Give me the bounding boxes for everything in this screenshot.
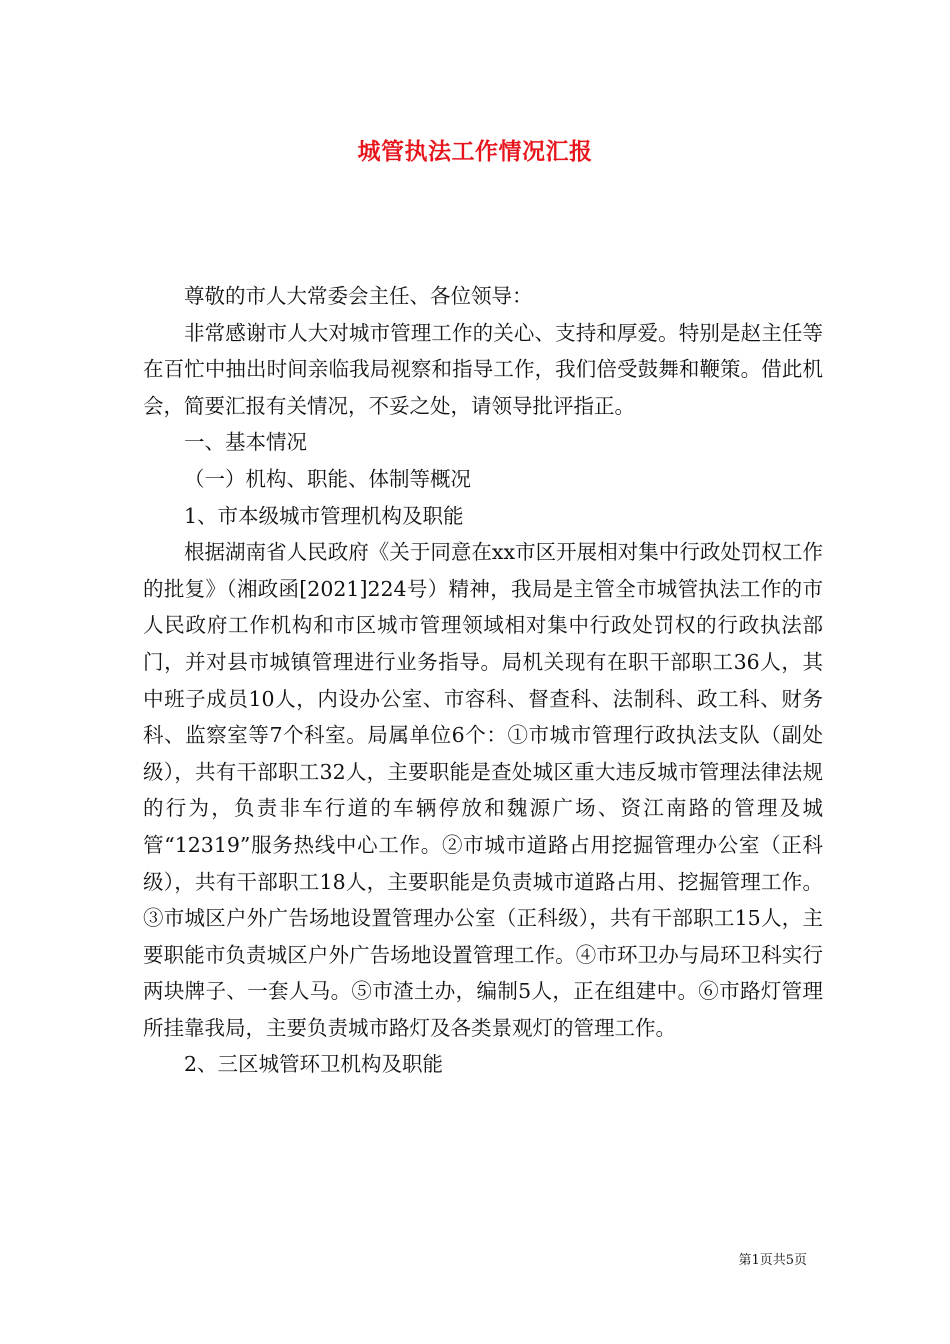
document-title: 城管执法工作情况汇报 — [357, 138, 593, 165]
page-number-footer: 第1页共5页 — [738, 1253, 807, 1268]
body-paragraph: 根据湖南省人民政府《关于同意在xx市区开展相对集中行政处罚权工作的批复》（湘政函[2021]224号）精神，我局是主管全市城管执法工作的市人民政府工作机构和市区城市管理领域相对集中行政处罚权的行政执法部门，并对县市城镇管理进行业务指导。局机关现有在职干部职工36人，其中班子成员10人，内设办公室、市容科、督查科、法制科、政工科、财务科、监察室等7个科室。局属单位6个：①市城市管理行政执法支队（副处级），共有干部职工32人，主要职能是查处城区重大违反城市管理法律法规的行为，负责非车行道的车辆停放和魏源广场、资江南路的管理及城管“12319”服务热线中心工作。②市城市道路占用挖掘管理办公室（正科级），共有干部职工18人，主要职能是负责城市道路占用、挖掘管理工作。③市城区户外广告场地设置管理办公室（正科级），共有干部职工15人，主要职能市负责城区户外广告场地设置管理工作。④市环卫办与局环卫科实行两块牌子、一套人马。⑤市渣土办，编制5人，正在组建中。⑥市路灯管理所挂靠我局，主要负责城市路灯及各类景观灯的管理工作。 — [143, 540, 823, 1040]
subsection-heading: （一）机构、职能、体制等概况 — [184, 466, 471, 491]
item-heading: 2、三区城管环卫机构及职能 — [184, 1052, 444, 1077]
item-heading: 1、市本级城市管理机构及职能 — [184, 503, 464, 528]
salutation-paragraph: 尊敬的市人大常委会主任、各位领导： — [184, 284, 533, 308]
section-heading: 一、基本情况 — [184, 430, 307, 455]
opening-paragraph: 非常感谢市人大对城市管理工作的关心、支持和厚爱。特别是赵主任等在百忙中抽出时间亲临我局视察和指导工作，我们倍受鼓舞和鞭策。借此机会，简要汇报有关情况，不妥之处，请领导批评指正。 — [143, 320, 823, 418]
document-body — [143, 278, 823, 1083]
